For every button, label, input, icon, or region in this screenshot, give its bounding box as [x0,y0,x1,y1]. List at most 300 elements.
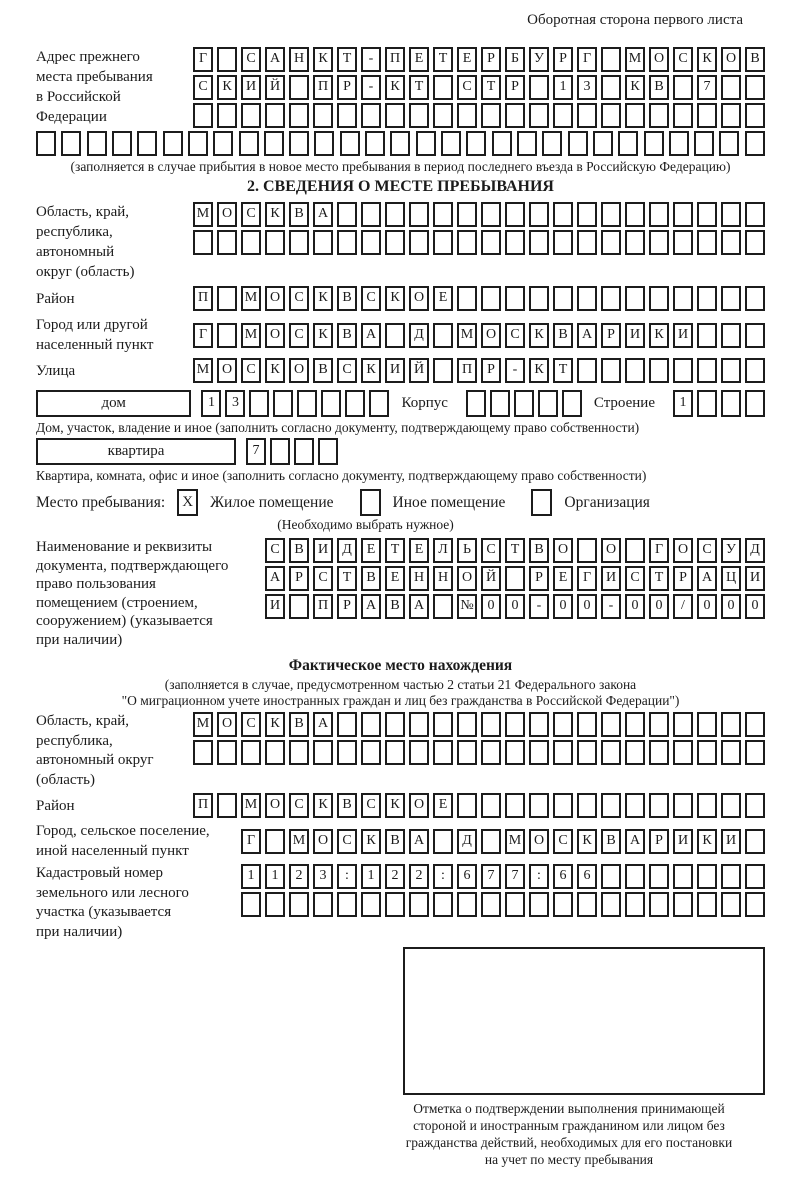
char-cell[interactable] [265,829,285,854]
char-cell[interactable] [457,740,477,765]
cadastre-row-2[interactable] [241,892,765,917]
char-cell[interactable] [721,202,741,227]
char-cell[interactable] [340,131,360,156]
char-cell[interactable]: К [217,75,237,100]
char-cell[interactable] [213,131,233,156]
char-cell[interactable] [294,438,314,465]
char-cell[interactable]: : [433,864,453,889]
char-cell[interactable] [697,358,717,383]
char-cell[interactable]: А [625,829,645,854]
char-cell[interactable] [529,230,549,255]
char-cell[interactable]: 0 [745,594,765,619]
char-cell[interactable]: 1 [361,864,381,889]
char-cell[interactable] [297,390,317,417]
char-cell[interactable] [289,75,309,100]
char-cell[interactable]: И [745,566,765,591]
char-cell[interactable] [673,202,693,227]
char-cell[interactable]: : [337,864,357,889]
char-cell[interactable]: К [529,358,549,383]
char-cell[interactable]: К [265,202,285,227]
char-cell[interactable]: П [313,594,333,619]
char-cell[interactable] [481,103,501,128]
char-cell[interactable] [505,793,525,818]
char-cell[interactable]: 7 [481,864,501,889]
actual-region-row-1[interactable] [193,712,765,737]
char-cell[interactable] [36,131,56,156]
char-cell[interactable]: 2 [409,864,429,889]
char-cell[interactable] [625,358,645,383]
char-cell[interactable] [433,892,453,917]
char-cell[interactable]: М [457,323,477,348]
char-cell[interactable] [441,131,461,156]
char-cell[interactable] [721,75,741,100]
char-cell[interactable] [369,390,389,417]
char-cell[interactable] [361,892,381,917]
char-cell[interactable]: К [625,75,645,100]
char-cell[interactable]: 0 [697,594,717,619]
char-cell[interactable] [577,202,597,227]
char-cell[interactable]: 0 [721,594,741,619]
char-cell[interactable]: С [697,538,717,563]
char-cell[interactable] [721,323,741,348]
char-cell[interactable] [217,793,237,818]
char-cell[interactable]: С [673,47,693,72]
char-cell[interactable] [529,75,549,100]
char-cell[interactable] [361,230,381,255]
char-cell[interactable] [577,892,597,917]
char-cell[interactable] [649,712,669,737]
char-cell[interactable] [577,538,597,563]
char-cell[interactable]: В [337,286,357,311]
char-cell[interactable]: О [217,358,237,383]
char-cell[interactable]: О [265,323,285,348]
char-cell[interactable]: Й [265,75,285,100]
char-cell[interactable] [625,538,645,563]
char-cell[interactable] [577,103,597,128]
char-cell[interactable] [433,103,453,128]
char-cell[interactable]: К [361,829,381,854]
char-cell[interactable] [649,286,669,311]
char-cell[interactable] [321,390,341,417]
char-cell[interactable]: О [217,712,237,737]
char-cell[interactable] [87,131,107,156]
char-cell[interactable]: И [625,323,645,348]
house-number-cells[interactable] [201,390,389,417]
char-cell[interactable]: С [193,75,213,100]
char-cell[interactable] [673,793,693,818]
char-cell[interactable] [409,892,429,917]
char-cell[interactable] [649,892,669,917]
char-cell[interactable]: О [481,323,501,348]
char-cell[interactable] [542,131,562,156]
char-cell[interactable] [553,793,573,818]
char-cell[interactable] [289,740,309,765]
char-cell[interactable]: 0 [577,594,597,619]
char-cell[interactable]: О [649,47,669,72]
char-cell[interactable] [433,594,453,619]
char-cell[interactable] [217,323,237,348]
char-cell[interactable] [745,390,765,417]
char-cell[interactable]: 3 [577,75,597,100]
char-cell[interactable] [649,202,669,227]
char-cell[interactable]: С [337,358,357,383]
char-cell[interactable]: О [265,286,285,311]
char-cell[interactable]: К [385,793,405,818]
char-cell[interactable] [466,131,486,156]
char-cell[interactable] [361,202,381,227]
char-cell[interactable] [505,230,525,255]
char-cell[interactable] [625,286,645,311]
char-cell[interactable]: А [577,323,597,348]
char-cell[interactable]: К [385,75,405,100]
char-cell[interactable]: К [313,286,333,311]
char-cell[interactable]: Т [649,566,669,591]
char-cell[interactable]: Г [241,829,261,854]
char-cell[interactable] [365,131,385,156]
char-cell[interactable]: 7 [697,75,717,100]
char-cell[interactable] [289,131,309,156]
actual-city-row[interactable] [241,829,765,854]
char-cell[interactable] [289,230,309,255]
char-cell[interactable]: С [361,793,381,818]
char-cell[interactable]: 0 [625,594,645,619]
char-cell[interactable] [337,103,357,128]
char-cell[interactable]: - [505,358,525,383]
char-cell[interactable] [618,131,638,156]
char-cell[interactable]: К [265,712,285,737]
char-cell[interactable] [112,131,132,156]
char-cell[interactable]: Р [337,75,357,100]
char-cell[interactable]: Б [505,47,525,72]
char-cell[interactable]: С [313,566,333,591]
char-cell[interactable] [745,286,765,311]
char-cell[interactable] [601,202,621,227]
char-cell[interactable]: С [361,286,381,311]
char-cell[interactable] [217,103,237,128]
char-cell[interactable] [568,131,588,156]
char-cell[interactable] [745,892,765,917]
char-cell[interactable] [409,202,429,227]
char-cell[interactable] [538,390,558,417]
char-cell[interactable] [625,202,645,227]
char-cell[interactable] [529,202,549,227]
checkbox-residential[interactable]: X [177,489,198,516]
char-cell[interactable]: Р [553,47,573,72]
char-cell[interactable] [697,103,717,128]
char-cell[interactable]: К [313,793,333,818]
char-cell[interactable] [337,740,357,765]
char-cell[interactable] [697,390,717,417]
char-cell[interactable]: М [193,358,213,383]
char-cell[interactable] [361,740,381,765]
char-cell[interactable] [409,712,429,737]
char-cell[interactable] [433,358,453,383]
char-cell[interactable]: С [625,566,645,591]
char-cell[interactable]: Е [361,538,381,563]
char-cell[interactable] [745,131,765,156]
char-cell[interactable] [318,438,338,465]
char-cell[interactable] [241,103,261,128]
char-cell[interactable] [289,594,309,619]
char-cell[interactable] [457,712,477,737]
char-cell[interactable]: Е [409,47,429,72]
char-cell[interactable]: П [193,286,213,311]
char-cell[interactable]: : [529,864,549,889]
char-cell[interactable]: И [265,594,285,619]
char-cell[interactable] [433,323,453,348]
char-cell[interactable]: К [313,323,333,348]
char-cell[interactable] [601,892,621,917]
char-cell[interactable]: А [265,47,285,72]
char-cell[interactable]: Р [601,323,621,348]
char-cell[interactable] [361,712,381,737]
char-cell[interactable]: 1 [241,864,261,889]
char-cell[interactable]: Д [457,829,477,854]
char-cell[interactable] [265,230,285,255]
char-cell[interactable] [625,740,645,765]
char-cell[interactable] [481,892,501,917]
char-cell[interactable]: Р [529,566,549,591]
char-cell[interactable]: Е [457,47,477,72]
char-cell[interactable] [697,712,717,737]
char-cell[interactable]: И [313,538,333,563]
char-cell[interactable]: Е [553,566,573,591]
char-cell[interactable] [721,892,741,917]
char-cell[interactable]: М [241,323,261,348]
char-cell[interactable] [265,892,285,917]
char-cell[interactable] [721,103,741,128]
char-cell[interactable]: А [409,829,429,854]
char-cell[interactable] [673,892,693,917]
char-cell[interactable] [505,103,525,128]
char-cell[interactable]: Р [289,566,309,591]
char-cell[interactable] [673,103,693,128]
char-cell[interactable] [593,131,613,156]
char-cell[interactable] [697,892,717,917]
char-cell[interactable] [505,286,525,311]
char-cell[interactable] [163,131,183,156]
char-cell[interactable]: П [385,47,405,72]
char-cell[interactable] [241,892,261,917]
char-cell[interactable] [289,892,309,917]
char-cell[interactable]: В [289,712,309,737]
char-cell[interactable]: О [265,793,285,818]
char-cell[interactable] [514,390,534,417]
char-cell[interactable] [337,230,357,255]
char-cell[interactable] [505,566,525,591]
char-cell[interactable] [314,131,334,156]
char-cell[interactable]: С [241,712,261,737]
document-row-1[interactable] [265,538,765,563]
prev-address-row-4[interactable] [36,131,765,156]
char-cell[interactable] [345,390,365,417]
char-cell[interactable]: М [241,286,261,311]
char-cell[interactable] [466,390,486,417]
city-row[interactable] [193,323,765,348]
char-cell[interactable]: - [361,47,381,72]
char-cell[interactable]: Т [337,47,357,72]
char-cell[interactable]: И [601,566,621,591]
char-cell[interactable] [719,131,739,156]
char-cell[interactable] [490,390,510,417]
char-cell[interactable]: С [241,47,261,72]
char-cell[interactable] [241,230,261,255]
char-cell[interactable]: П [193,793,213,818]
char-cell[interactable] [625,230,645,255]
char-cell[interactable]: Р [649,829,669,854]
char-cell[interactable] [481,286,501,311]
char-cell[interactable]: С [505,323,525,348]
char-cell[interactable]: Р [505,75,525,100]
char-cell[interactable] [577,740,597,765]
char-cell[interactable] [337,712,357,737]
char-cell[interactable] [337,202,357,227]
char-cell[interactable]: П [313,75,333,100]
char-cell[interactable] [433,829,453,854]
char-cell[interactable]: В [529,538,549,563]
char-cell[interactable] [517,131,537,156]
char-cell[interactable] [457,286,477,311]
char-cell[interactable] [673,740,693,765]
char-cell[interactable]: 1 [265,864,285,889]
char-cell[interactable]: В [337,793,357,818]
char-cell[interactable] [601,358,621,383]
char-cell[interactable]: Д [337,538,357,563]
char-cell[interactable]: Г [193,323,213,348]
char-cell[interactable]: - [601,594,621,619]
prev-address-row-3[interactable] [193,103,765,128]
checkbox-organization[interactable] [531,489,552,516]
char-cell[interactable]: К [361,358,381,383]
char-cell[interactable] [217,740,237,765]
char-cell[interactable]: 3 [313,864,333,889]
char-cell[interactable] [492,131,512,156]
char-cell[interactable]: Т [409,75,429,100]
char-cell[interactable]: К [385,286,405,311]
char-cell[interactable] [649,103,669,128]
char-cell[interactable]: П [457,358,477,383]
char-cell[interactable]: Г [649,538,669,563]
char-cell[interactable] [553,892,573,917]
char-cell[interactable]: Т [433,47,453,72]
char-cell[interactable] [193,103,213,128]
char-cell[interactable]: 0 [553,594,573,619]
char-cell[interactable] [721,358,741,383]
char-cell[interactable]: Т [505,538,525,563]
region-row-1[interactable] [193,202,765,227]
char-cell[interactable] [457,892,477,917]
char-cell[interactable]: / [673,594,693,619]
char-cell[interactable]: Й [409,358,429,383]
actual-region-row-2[interactable] [193,740,765,765]
char-cell[interactable] [264,131,284,156]
char-cell[interactable] [601,47,621,72]
char-cell[interactable]: М [289,829,309,854]
char-cell[interactable] [673,75,693,100]
char-cell[interactable]: Т [337,566,357,591]
char-cell[interactable] [697,202,717,227]
char-cell[interactable] [239,131,259,156]
char-cell[interactable] [601,740,621,765]
char-cell[interactable]: К [265,358,285,383]
char-cell[interactable] [669,131,689,156]
char-cell[interactable]: Ь [457,538,477,563]
char-cell[interactable]: Т [385,538,405,563]
char-cell[interactable]: М [193,712,213,737]
char-cell[interactable]: 1 [673,390,693,417]
char-cell[interactable]: 3 [225,390,245,417]
char-cell[interactable] [433,740,453,765]
char-cell[interactable]: О [673,538,693,563]
region-row-2[interactable] [193,230,765,255]
char-cell[interactable]: 6 [577,864,597,889]
char-cell[interactable] [433,712,453,737]
char-cell[interactable] [745,358,765,383]
char-cell[interactable]: - [361,75,381,100]
char-cell[interactable] [313,230,333,255]
char-cell[interactable] [649,793,669,818]
stroenie-cells[interactable] [673,390,765,417]
char-cell[interactable] [313,740,333,765]
char-cell[interactable]: В [553,323,573,348]
char-cell[interactable]: Е [385,566,405,591]
char-cell[interactable]: К [649,323,669,348]
char-cell[interactable]: С [289,793,309,818]
char-cell[interactable]: М [241,793,261,818]
char-cell[interactable] [562,390,582,417]
char-cell[interactable] [457,202,477,227]
char-cell[interactable]: Ц [721,566,741,591]
char-cell[interactable] [529,793,549,818]
char-cell[interactable] [745,103,765,128]
char-cell[interactable] [505,712,525,737]
char-cell[interactable] [416,131,436,156]
char-cell[interactable]: С [289,323,309,348]
char-cell[interactable]: С [289,286,309,311]
char-cell[interactable]: Е [433,793,453,818]
char-cell[interactable] [505,740,525,765]
char-cell[interactable] [270,438,290,465]
char-cell[interactable] [745,829,765,854]
korpus-cells[interactable] [466,390,582,417]
char-cell[interactable]: К [697,47,717,72]
char-cell[interactable]: О [217,202,237,227]
char-cell[interactable] [745,793,765,818]
char-cell[interactable] [193,740,213,765]
char-cell[interactable]: И [721,829,741,854]
char-cell[interactable]: Т [481,75,501,100]
char-cell[interactable] [601,864,621,889]
checkbox-other-premises[interactable] [360,489,381,516]
char-cell[interactable]: В [289,538,309,563]
cadastre-row-1[interactable] [241,864,765,889]
char-cell[interactable]: 6 [553,864,573,889]
char-cell[interactable] [745,740,765,765]
char-cell[interactable] [601,75,621,100]
char-cell[interactable] [361,103,381,128]
document-row-3[interactable] [265,594,765,619]
char-cell[interactable] [241,740,261,765]
char-cell[interactable] [289,103,309,128]
char-cell[interactable]: Д [745,538,765,563]
char-cell[interactable]: М [505,829,525,854]
char-cell[interactable]: 0 [481,594,501,619]
char-cell[interactable] [61,131,81,156]
char-cell[interactable]: 7 [505,864,525,889]
char-cell[interactable] [721,712,741,737]
char-cell[interactable]: Й [481,566,501,591]
char-cell[interactable] [390,131,410,156]
